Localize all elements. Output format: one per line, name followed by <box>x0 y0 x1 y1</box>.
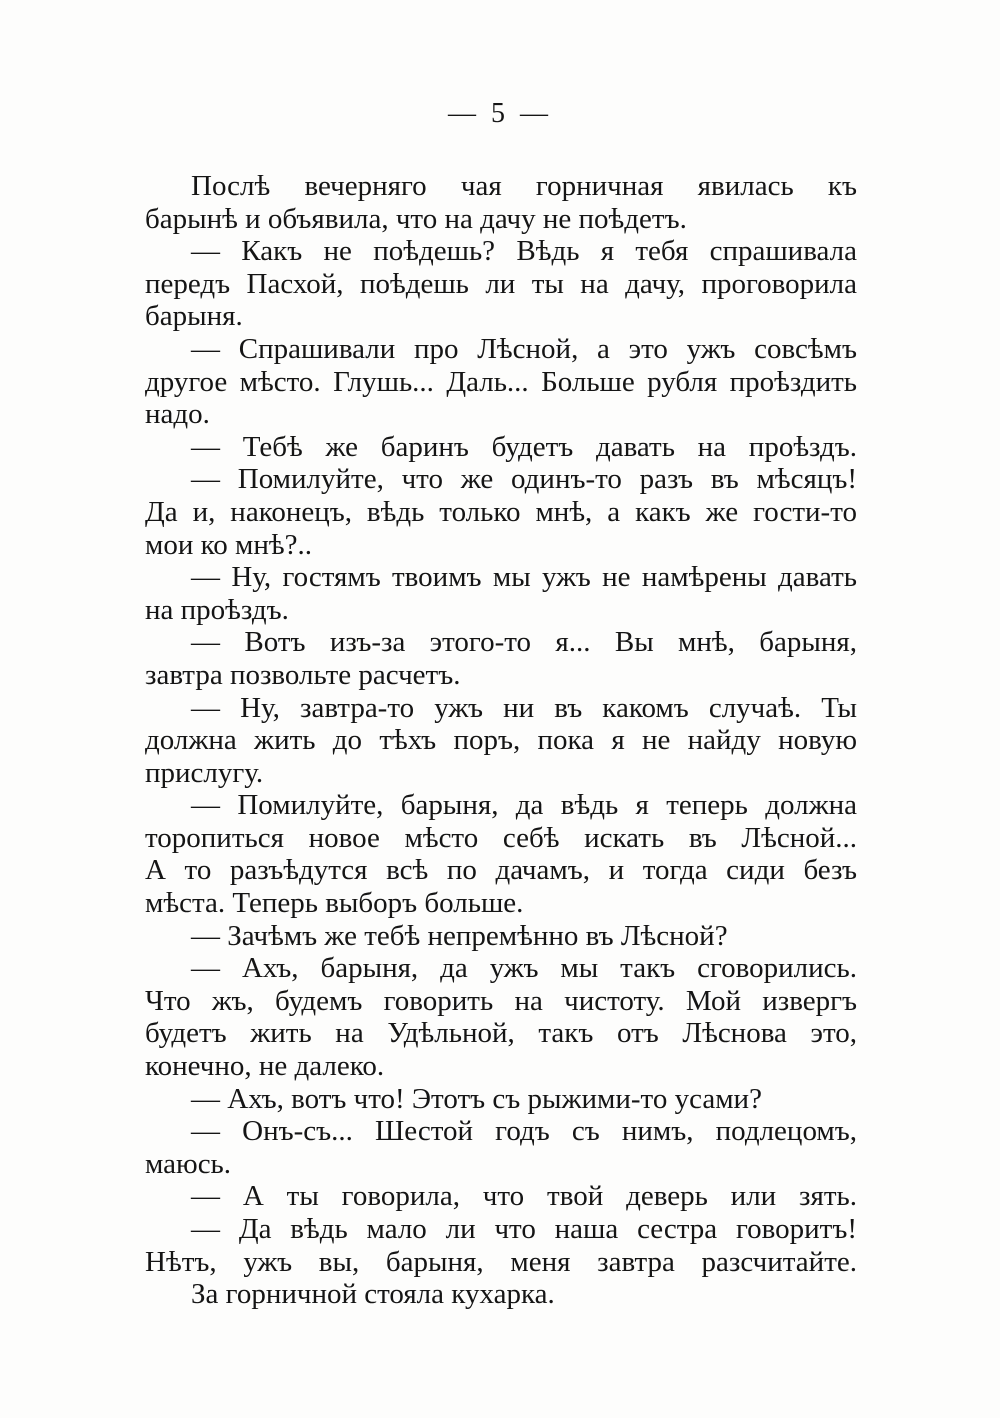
text-line: — Помилуйте, барыня, да вѣдь я теперь должна <box>191 789 857 822</box>
text-line: должна жить до тѣхъ поръ, пока я не найду новую <box>145 724 857 757</box>
text-line: завтра позвольте расчетъ. <box>145 658 461 691</box>
text-line: — Вотъ изъ-за этого-то я... Вы мнѣ, барыня, <box>191 626 857 659</box>
text-line: — Да вѣдь мало ли что наша сестра говоритъ! <box>191 1213 857 1245</box>
text-line: барынѣ и объявила, что на дачу не поѣдетъ. <box>145 202 687 235</box>
text-line: — Онъ-съ... Шестой годъ съ нимъ, подлецомъ, <box>191 1115 857 1148</box>
text-line: — Ну, гостямъ твоимъ мы ужъ не намѣрены давать <box>191 561 857 594</box>
text-line: — А ты говорила, что твой деверь или зять. <box>191 1180 857 1213</box>
text-line: конечно, не далеко. <box>145 1050 385 1083</box>
text-line: — Ахъ, барыня, да ужъ мы такъ сговорились. <box>191 952 857 985</box>
text-line: Нѣтъ, ужъ вы, барыня, меня завтра разсчитайте. <box>145 1245 857 1278</box>
text-line: другое мѣсто. Глушь... Даль... Больше рубля проѣздить <box>145 365 857 398</box>
text-line: — Помилуйте, что же одинъ-то разъ въ мѣсяцъ! <box>191 463 857 496</box>
text-line: — Зачѣмъ же тебѣ непремѣнно въ Лѣсной? <box>191 919 728 952</box>
text-line: — Спрашивали про Лѣсной, а это ужъ совсѣмъ <box>191 332 857 365</box>
text-line: Что жъ, будемъ говорить на чистоту. Мой извергъ <box>145 984 857 1017</box>
text-line: на проѣздъ. <box>145 593 289 626</box>
text-line: надо. <box>145 398 210 431</box>
page-number: — 5 — <box>448 98 552 129</box>
text-line: — Ну, завтра-то ужъ ни въ какомъ случаѣ. Ты <box>191 691 857 724</box>
text-line: — Какъ не поѣдешь? Вѣдь я тебя спрашивала <box>191 235 857 268</box>
text-line: прислугу. <box>145 756 264 789</box>
text-line: барыня. <box>145 300 243 333</box>
text-line: будетъ жить на Удѣльной, такъ отъ Лѣснова это, <box>145 1017 857 1050</box>
text-line: торопиться новое мѣсто себѣ искать въ Лѣсной... <box>145 821 857 854</box>
text-line: передъ Пасхой, поѣдешь ли ты на дачу, проговорила <box>145 267 857 300</box>
text-line: — Тебѣ же баринъ будетъ давать на проѣздъ. <box>191 430 857 463</box>
body-text <box>145 170 857 1311</box>
text-line: мѣста. Теперь выборъ больше. <box>145 887 524 920</box>
text-line: маюсь. <box>145 1147 232 1180</box>
text-line: За горничной стояла кухарка. <box>191 1278 555 1311</box>
text-line: мои ко мнѣ?.. <box>145 528 312 561</box>
text-line: Послѣ вечерняго чая горничная явилась къ <box>191 170 857 202</box>
text-line: — Ахъ, вотъ что! Этотъ съ рыжими-то усами? <box>191 1082 762 1115</box>
text-line: А то разъѣдутся всѣ по дачамъ, и тогда сиди безъ <box>145 854 857 887</box>
text-line: Да и, наконецъ, вѣдь только мнѣ, а какъ же гости-то <box>145 495 857 528</box>
